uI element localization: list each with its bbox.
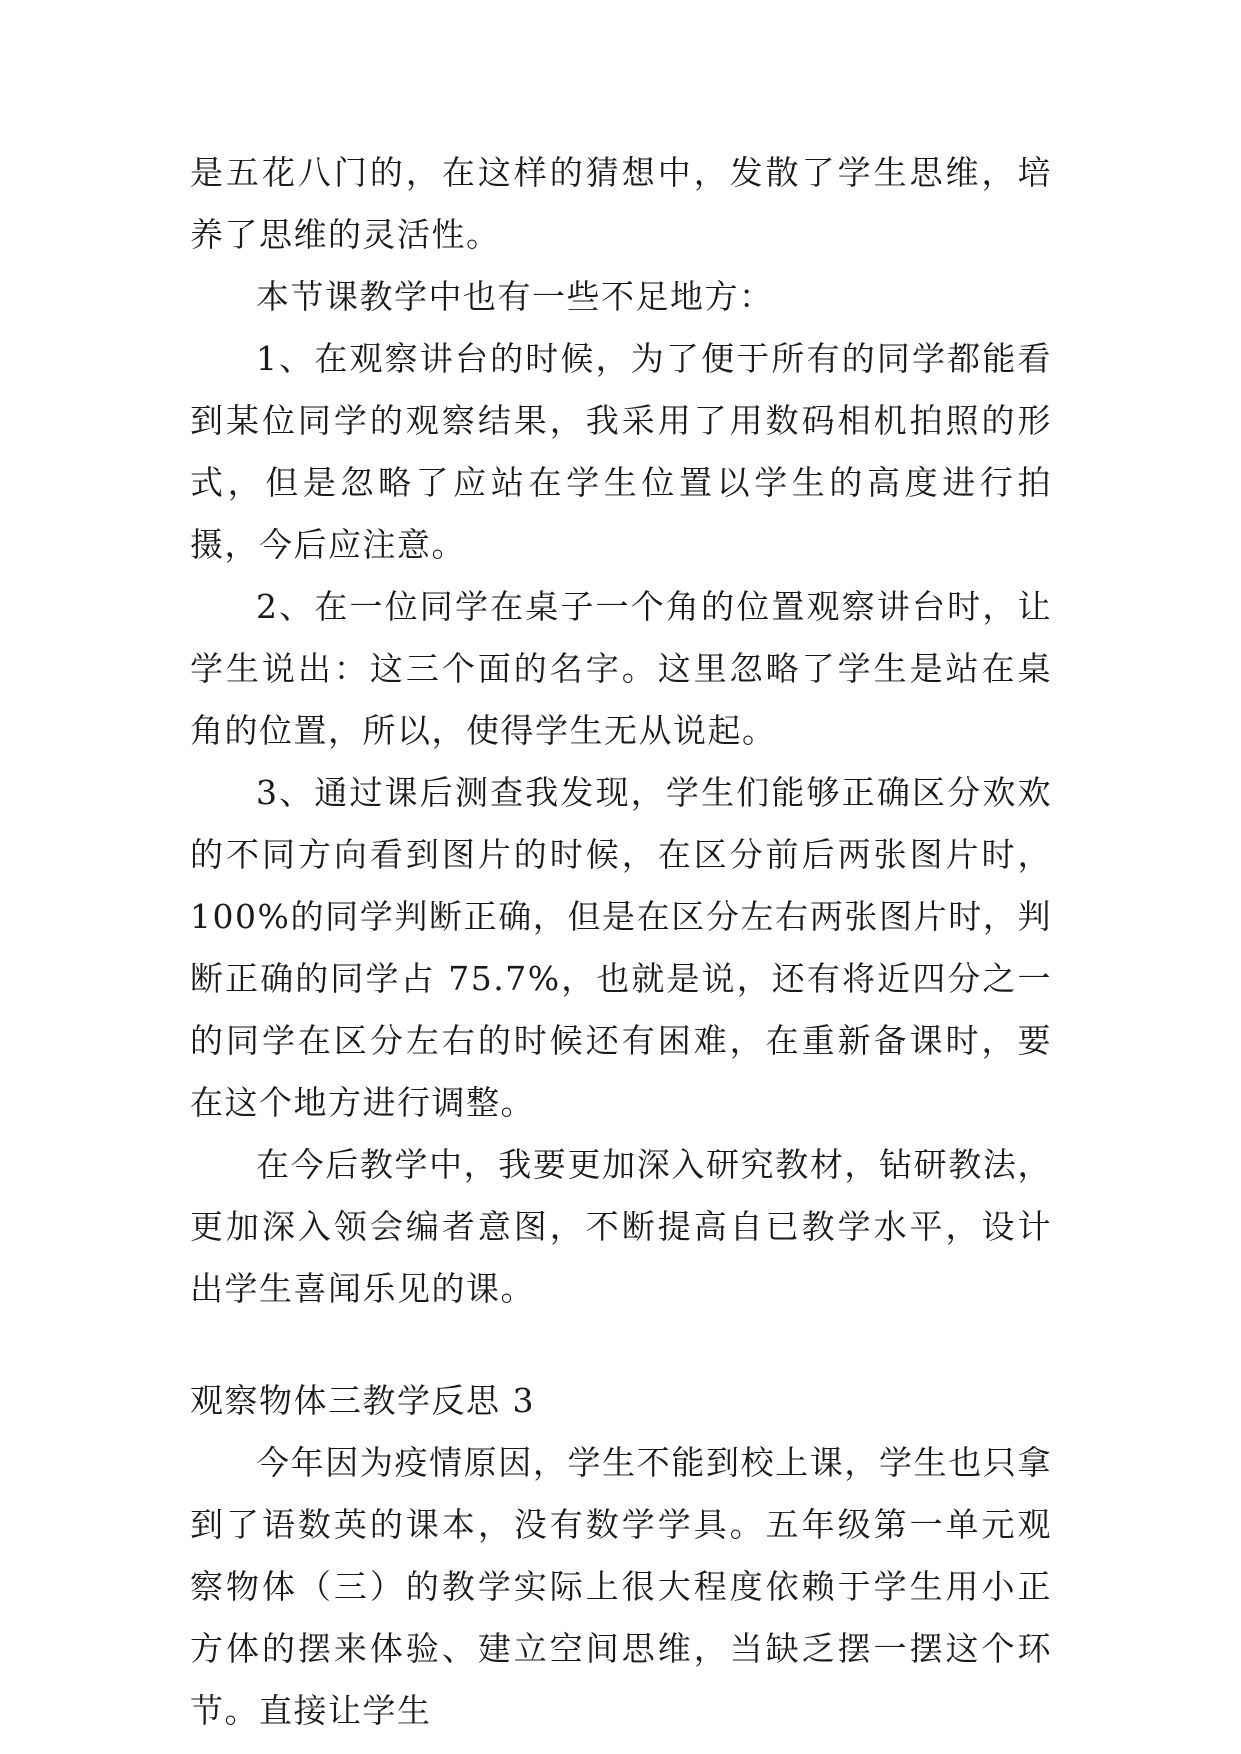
paragraph-point-2: 2、在一位同学在桌子一个角的位置观察讲台时，让学生说出：这三个面的名字。这里忽略了学生是站在桌角的位置，所以，使得学生无从说起。 [190, 587, 1052, 750]
paragraph-point-3: 3、通过课后测查我发现，学生们能够正确区分欢欢的不同方向看到图片的时候，在区分前后两张图片时，100%的同学判断正确，但是在区分左右两张图片时，判断正确的同学占 75.7%，也就是说，还有将近四分之一的同学在区分左右的时候还有困难，在重新备课时，要在这个地方进行调整。 [190, 773, 1052, 1122]
paragraph-shortcomings-intro: 本节课教学中也有一些不足地方： [256, 277, 774, 316]
paragraph-section3-intro: 今年因为疫情原因，学生不能到校上课，学生也只拿到了语数英的课本，没有数学学具。五年级第一单元观察物体（三）的教学实际上很大程度依赖于学生用小正方体的摆来体验、建立空间思维，当缺乏摆一摆这个环节。直接让学生 [190, 1443, 1052, 1730]
paragraph-continuation: 是五花八门的，在这样的猜想中，发散了学生思维，培养了思维的灵活性。 [190, 153, 1052, 254]
paragraph-conclusion: 在今后教学中，我要更加深入研究教材，钻研教法，更加深入领会编者意图，不断提高自已教学水平，设计出学生喜闻乐见的课。 [190, 1145, 1052, 1308]
paragraph-point-1: 1、在观察讲台的时候，为了便于所有的同学都能看到某位同学的观察结果，我采用了用数码相机拍照的形式，但是忽略了应站在学生位置以学生的高度进行拍摄，今后应注意。 [190, 339, 1052, 564]
section-heading: 观察物体三教学反思 3 [190, 1381, 535, 1420]
document-body [190, 142, 1052, 1742]
